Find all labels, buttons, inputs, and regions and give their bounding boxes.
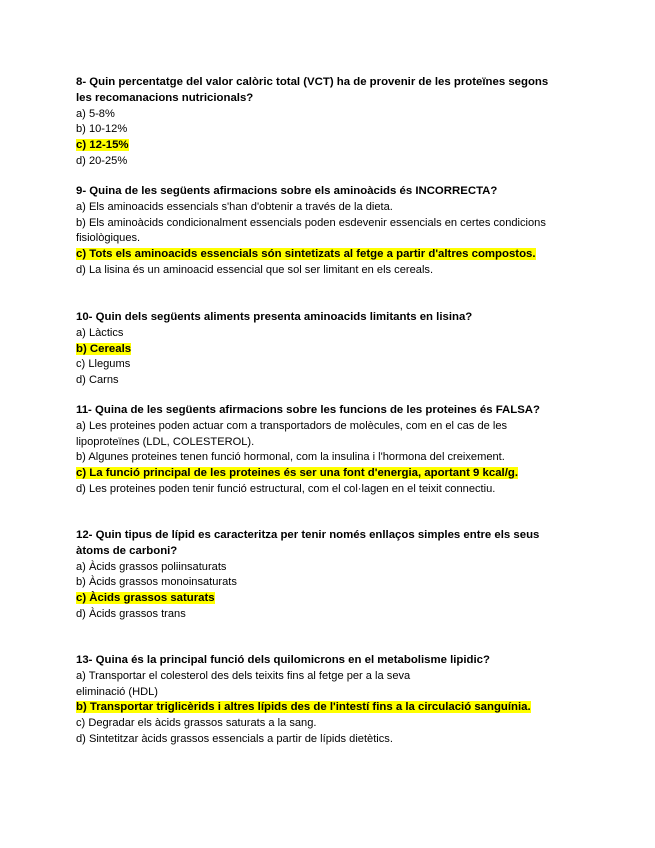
answer-a: a) Transportar el colesterol des dels teixits fins al fetge per a la seva eliminació (HDL) <box>76 669 411 698</box>
answer-b: b) 10-12% <box>76 123 128 136</box>
answer-a: a) Les proteines poden actuar com a transportadors de molècules, com en el cas de les lipoproteïnes (LDL, COLESTEROL). <box>76 419 508 448</box>
question-11 <box>76 403 581 497</box>
answer-c: c) Degradar els àcids grassos saturats a la sang. <box>76 716 317 729</box>
answer-d: d) Àcids grassos trans <box>76 607 186 620</box>
question-title: 11- Quina de les següents afirmacions sobre les funcions de les proteines és FALSA? <box>76 404 540 416</box>
answer-a: a) Làctics <box>76 326 124 339</box>
question-title: 9- Quina de les següents afirmacions sobre els aminoàcids és INCORRECTA? <box>76 185 498 197</box>
answer-c-correct: c) 12-15% <box>76 139 129 151</box>
answer-d: d) Les proteines poden tenir funció estructural, com el col·lagen en el teixit connectiu. <box>76 482 496 495</box>
answer-list <box>76 326 581 389</box>
answer-c-correct: c) Àcids grassos saturats <box>76 592 215 604</box>
answer-list <box>76 419 581 498</box>
question-title: 10- Quin dels següents aliments presenta aminoacids limitants en lisina? <box>76 311 473 323</box>
answer-d: d) Sintetitzar àcids grassos essencials a partir de lípids dietètics. <box>76 732 393 745</box>
answer-list <box>76 560 581 623</box>
question-12 <box>76 528 581 622</box>
answer-b: b) Els aminoàcids condicionalment essencials poden esdevenir essencials en certes condicions fisiològiques. <box>76 216 546 245</box>
answer-d: d) Carns <box>76 373 119 386</box>
answer-c-correct: c) Tots els aminoacids essencials són sintetizats al fetge a partir d'altres compostos. <box>76 247 536 260</box>
question-8 <box>76 75 581 169</box>
answer-list <box>76 669 581 748</box>
question-13 <box>76 653 581 747</box>
question-9 <box>76 184 581 278</box>
answer-b: b) Àcids grassos monoinsaturats <box>76 576 237 589</box>
answer-a: a) Àcids grassos poliinsaturats <box>76 560 227 573</box>
answer-a: a) 5-8% <box>76 107 115 120</box>
question-10 <box>76 310 581 389</box>
question-title: 8- Quin percentatge del valor calòric total (VCT) ha de provenir de les proteïnes segons les recomanacions nutricionals? <box>76 76 549 104</box>
answer-b-correct: b) Cereals <box>76 342 132 355</box>
answer-list <box>76 200 581 279</box>
answer-a: a) Els aminoacids essencials s'han d'obtenir a través de la dieta. <box>76 200 393 213</box>
answer-b-correct: b) Transportar triglicèrids i altres lípids des de l'intestí fins a la circulació sanguínia. <box>76 701 531 714</box>
answer-c-correct: c) La funció principal de les proteines és ser una font d'energia, aportant 9 kcal/g. <box>76 466 518 479</box>
answer-d: d) 20-25% <box>76 154 128 167</box>
question-title: 13- Quina és la principal funció dels quilomicrons en el metabolisme lipidic? <box>76 654 490 666</box>
answer-c: c) Llegums <box>76 358 131 371</box>
answer-b: b) Algunes proteines tenen funció hormonal, com la insulina i l'hormona del creixement. <box>76 451 505 464</box>
answer-list <box>76 107 581 170</box>
answer-d: d) La lisina és un aminoacid essencial que sol ser limitant en els cereals. <box>76 263 434 276</box>
question-title: 12- Quin tipus de lípid es caracteritza per tenir només enllaços simples entre els seus àtoms de carboni? <box>76 529 540 557</box>
